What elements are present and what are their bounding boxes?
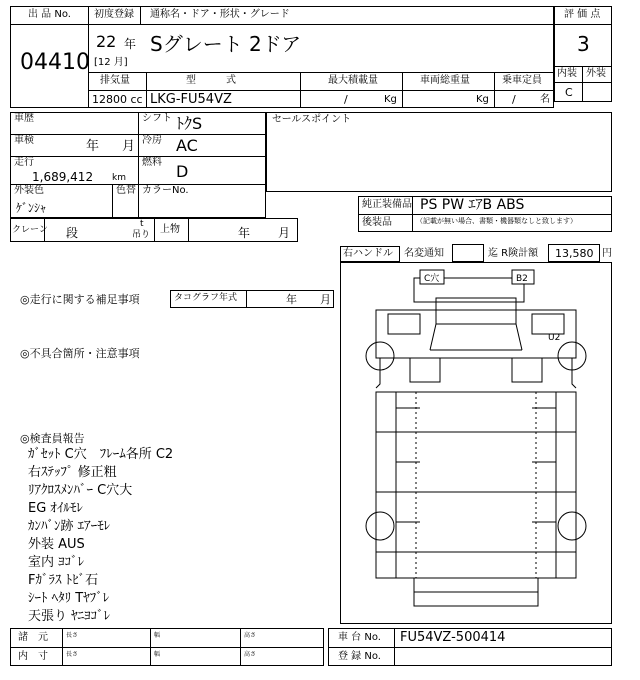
year-unit: 年 xyxy=(124,37,137,51)
report-line: ﾘｱｸﾛｽﾒﾝﾊﾞｰ C穴大 xyxy=(28,483,133,498)
meter-label: 迄 R険計額 xyxy=(488,248,539,259)
fuel-label: 燃料 xyxy=(142,157,162,168)
interior-length-label: 長さ xyxy=(66,651,79,658)
fuel-value: D xyxy=(176,162,189,181)
interior-label: 内装 xyxy=(557,68,577,79)
type-label: 型 式 xyxy=(186,75,236,86)
interior-width-label: 幅 xyxy=(154,651,161,658)
crane-stage-unit: 段 xyxy=(66,226,79,240)
report-line: 外装 AUS xyxy=(28,537,85,552)
equipment-value: PS PW ｴｱB ABS xyxy=(420,197,525,213)
exterior-label: 外装 xyxy=(586,68,606,79)
report-line: 右ｽﾃｯﾌﾟ 修正粗 xyxy=(28,465,117,480)
tachograph-month-unit: 月 xyxy=(320,293,331,306)
tachograph-year-unit: 年 xyxy=(286,293,297,306)
crane-label: クレーン xyxy=(12,225,48,235)
color-change-label: 色替 xyxy=(116,185,136,196)
crane-lift-unit: 吊り xyxy=(132,230,151,240)
lot-no: 04410 xyxy=(20,50,90,75)
exterior-color: ｹﾞﾝｼｬ xyxy=(16,201,47,215)
first-reg-year: 22 xyxy=(96,32,117,51)
shift-value: ﾄｸS xyxy=(176,114,203,133)
model-name: Sグレート 2ドア xyxy=(150,32,302,56)
report-line: 室内 ﾖｺﾞﾚ xyxy=(28,555,85,570)
report-line: ｶﾝﾊﾞﾝ跡 ｴｱｰﾓﾚ xyxy=(28,519,111,534)
max-load-label: 最大積載量 xyxy=(328,75,378,86)
chassis-label: 車 台 No. xyxy=(338,632,381,643)
report-line: ｶﾞｾｯﾄ C穴 ﾌﾚｰﾑ各所 C2 xyxy=(28,447,174,462)
rhd-label: 右ハンドル xyxy=(343,248,393,259)
first-reg-label: 初度登録 xyxy=(94,9,134,20)
spec-width-label: 幅 xyxy=(154,632,161,639)
spec-height-label: 高さ xyxy=(244,632,257,639)
defects-title: ◎不具合箇所・注意事項 xyxy=(20,347,140,360)
amount-unit: 円 xyxy=(602,248,612,259)
report-line: Fｶﾞﾗｽ ﾄﾋﾞ石 xyxy=(28,573,99,588)
truck-damage-diagram xyxy=(340,262,612,624)
diagram-mark-b2: B2 xyxy=(516,274,528,284)
ac-value: AC xyxy=(176,136,198,155)
body-label: 上物 xyxy=(160,224,180,235)
score-value: 3 xyxy=(577,32,590,56)
body-year-unit: 年 xyxy=(238,226,251,240)
equipment-label: 純正装備品 xyxy=(362,199,412,210)
exterior-color-label: 外装色 xyxy=(14,185,44,196)
mileage: 1,689,412 xyxy=(32,170,94,184)
report-line: ｼｰﾄ ﾍﾀﾘ Tﾔﾌﾞﾚ xyxy=(28,591,110,606)
kg-unit-2: Kg xyxy=(476,94,489,105)
supplement-title: ◎走行に関する補足事項 xyxy=(20,293,140,306)
crane-t-unit: t xyxy=(140,219,144,229)
spec-label: 諸 元 xyxy=(18,632,48,643)
mileage-label: 走行 xyxy=(14,157,34,168)
inspection-label: 車検 xyxy=(14,135,34,146)
max-load-slash: / xyxy=(344,93,348,106)
tachograph-label: タコグラフ年式 xyxy=(174,293,238,303)
km-unit: km xyxy=(112,173,126,183)
diagram-mark-c-hole: C穴 xyxy=(424,274,440,284)
capacity-unit: 名 xyxy=(540,94,550,105)
displacement: 12800 cc xyxy=(92,93,143,106)
interior-value: C xyxy=(565,86,573,99)
reg-label: 登 録 No. xyxy=(338,651,381,662)
notice-label: 名変通知 xyxy=(404,248,444,259)
inspection-month-unit: 月 xyxy=(122,139,136,154)
kg-unit-1: Kg xyxy=(384,94,397,105)
type: LKG-FU54VZ xyxy=(150,92,232,107)
interior-height-label: 高さ xyxy=(244,651,257,658)
first-reg-month: [12 月] xyxy=(94,57,128,68)
interior-size-label: 内 寸 xyxy=(18,651,48,662)
report-line: EG ｵｲﾙﾓﾚ xyxy=(28,501,83,516)
sales-point-label: セールスポイント xyxy=(272,114,352,125)
model-name-label: 通称名・ドア・形状・グレード xyxy=(150,9,290,20)
diagram-mark-u2: U2 xyxy=(548,333,561,343)
grade-label: 評 価 点 xyxy=(564,9,601,20)
history-label: 車歴 xyxy=(14,113,34,124)
ac-label: 冷房 xyxy=(142,135,162,146)
body-month-unit: 月 xyxy=(278,226,291,240)
shift-label: シフト xyxy=(142,113,172,124)
inspector-title: ◎検査員報告 xyxy=(20,432,85,445)
capacity-label: 乗車定員 xyxy=(502,75,542,86)
color-code-label: カラーNo. xyxy=(142,185,189,196)
gross-weight-label: 車両総重量 xyxy=(420,75,470,86)
aftermarket-label: 後装品 xyxy=(362,217,392,228)
notice-box xyxy=(452,244,484,262)
report-line: 天張り ﾔﾆﾖｺﾞﾚ xyxy=(28,609,111,624)
inspection-year-unit: 年 xyxy=(86,139,100,154)
lot-no-label: 出 品 No. xyxy=(28,9,71,20)
capacity-slash: / xyxy=(512,93,516,106)
spec-length-label: 長さ xyxy=(66,632,79,639)
aftermarket-note: （記載が無い場合、書類・機器類なしと致します） xyxy=(416,217,577,225)
displacement-label: 排気量 xyxy=(100,75,130,86)
amount: 13,580 xyxy=(555,247,594,260)
chassis-no: FU54VZ-500414 xyxy=(400,630,506,645)
